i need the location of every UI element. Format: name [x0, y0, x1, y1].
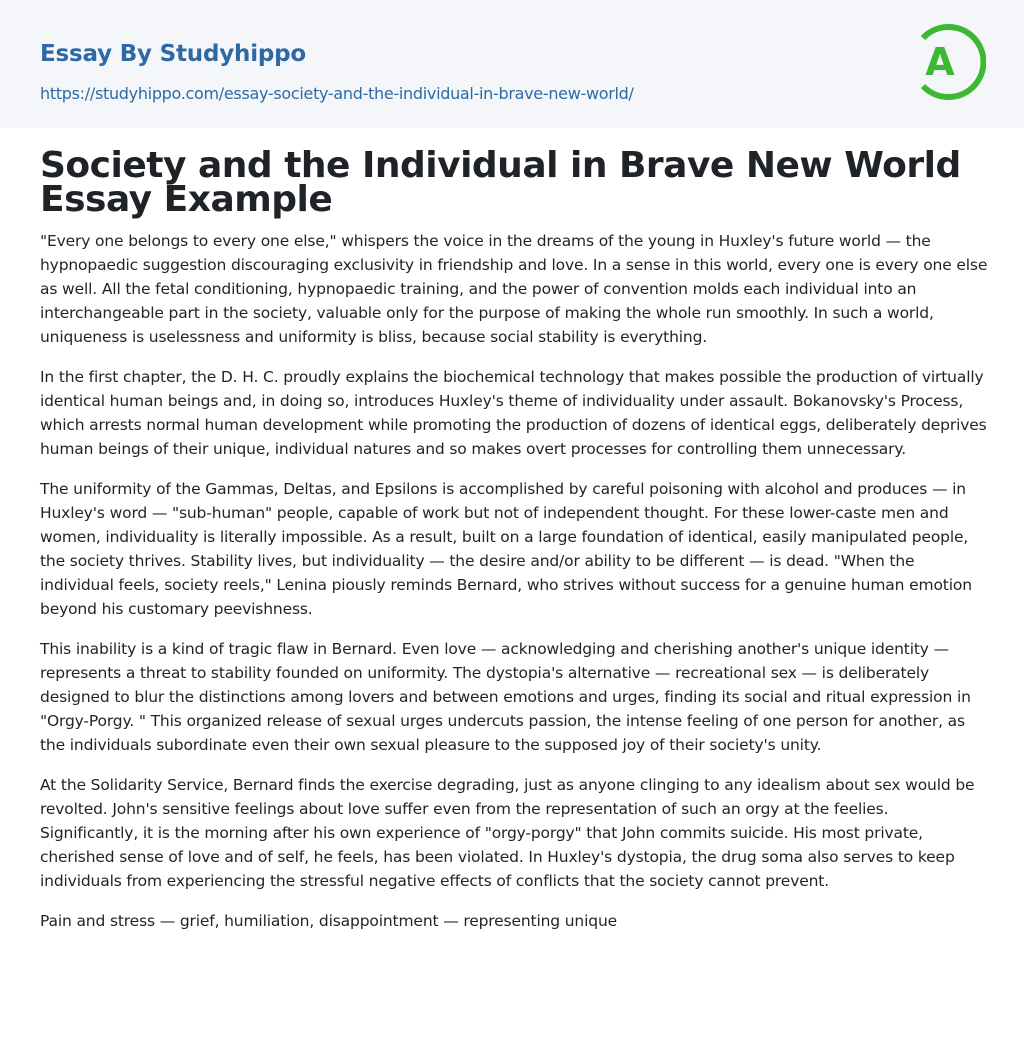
- essay-paragraph: This inability is a kind of tragic flaw in Bernard. Even love — acknowledging and cherishing another's unique identity — represents a threat to stability founded on uniformity. The dystopia's alternative — recreational sex — is deliberately designed to blur the distinctions among lovers and between emotions and urges, finding its social and ritual expression in "Orgy-Porgy. " This organized release of sexual urges undercuts passion, the intense feeling of one person for another, as the individuals subordinate even their own sexual pleasure to the supposed joy of their society's unity.: [40, 640, 971, 754]
- essay-paragraph: Pain and stress — grief, humiliation, disappointment — representing unique: [40, 912, 618, 930]
- source-url-link[interactable]: https://studyhippo.com/essay-society-and-the-individual-in-brave-new-world/: [40, 84, 634, 103]
- page-title: Society and the Individual in Brave New World Essay Example: [40, 145, 961, 220]
- essay-paragraph: The uniformity of the Gammas, Deltas, and Epsilons is accomplished by careful poisoning with alcohol and produces — in Huxley's word — "sub-human" people, capable of work but not of independent thought. For these lower-caste men and women, individuality is literally impossible. As a result, built on a large foundation of identical, easily manipulated people, the society thrives. Stability lives, but individuality — the desire and/or ability to be different — is dead. "When the individual feels, society reels," Lenina piously reminds Bernard, who strives without success for a genuine human emotion beyond his customary peevishness.: [40, 480, 972, 618]
- essay-paragraph: At the Solidarity Service, Bernard finds the exercise degrading, just as anyone clinging to any idealism about sex would be revolted. John's sensitive feelings about love suffer even from the representation of such an orgy at the feelies. Significantly, it is the morning after his own experience of "orgy-porgy" that John commits suicide. His most private, cherished sense of love and of self, he feels, has been violated. In Huxley's dystopia, the drug soma also serves to keep individuals from experiencing the stressful negative effects of conflicts that the society cannot prevent.: [40, 776, 975, 890]
- essay-paragraph: In the first chapter, the D. H. C. proudly explains the biochemical technology that makes possible the production of virtually identical human beings and, in doing so, introduces Huxley's theme of individuality under assault. Bokanovsky's Process, which arrests normal human development while promoting the production of dozens of identical eggs, deliberately deprives human beings of their unique, individual natures and so makes overt processes for controlling them unnecessary.: [40, 368, 987, 458]
- site-title[interactable]: Essay By Studyhippo: [40, 41, 307, 67]
- essay-paragraph: "Every one belongs to every one else," whispers the voice in the dreams of the young in Huxley's future world — the hypnopaedic suggestion discouraging exclusivity in friendship and love. In a sense in this world, every one is every one else as well. All the fetal conditioning, hypnopaedic training, and the power of convention molds each individual into an interchangeable part in the society, valuable only for the purpose of making the whole run smoothly. In such a world, uniqueness is uselessness and uniformity is bliss, because social stability is everything.: [40, 232, 988, 346]
- logo-letter: A: [925, 40, 955, 84]
- essay-body: [40, 229, 990, 949]
